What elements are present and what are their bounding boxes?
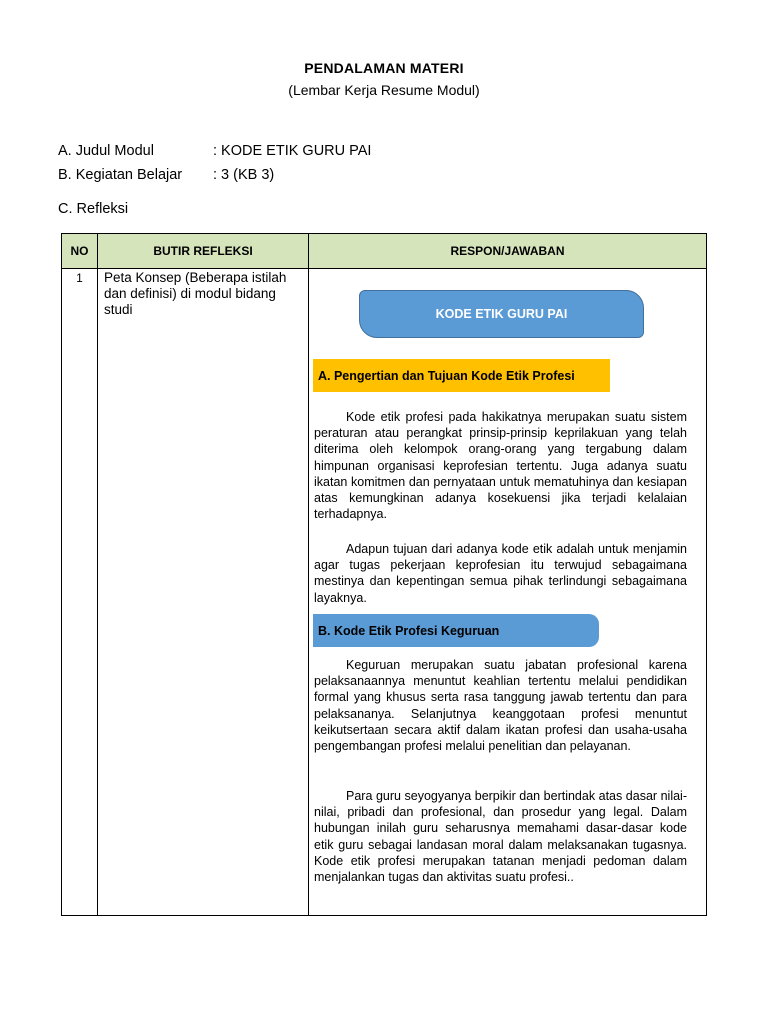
row-butir: Peta Konsep (Beberapa istilah dan definisi) di modul bidang studi (98, 269, 309, 916)
judul-value: : KODE ETIK GURU PAI (213, 143, 372, 159)
header-no: NO (62, 234, 98, 269)
kegiatan-label: B. Kegiatan Belajar (58, 167, 183, 183)
section-a-paragraph-1: Kode etik profesi pada hakikatnya merupakan suatu sistem peraturan atau perangkat prinsip-prinsip keprilakuan yang telah diterima oleh kelompok orang-orang yang tergabung dalam himpunan organisasi keprofesian tertentu. Juga adanya suatu ikatan komitmen dan pernyataan untuk mematuhinya dan kesiapan atas kemungkinan adanya kosekuensi jika terjadi kelalaian terhadapnya. (314, 410, 687, 522)
table-row (62, 269, 707, 916)
kegiatan-value: : 3 (KB 3) (213, 167, 275, 183)
header-butir-refleksi: BUTIR REFLEKSI (98, 234, 309, 269)
header-respon-jawaban: RESPON/JAWABAN (309, 234, 707, 269)
section-b-paragraph-2: Para guru seyogyanya berpikir dan bertindak atas dasar nilai-nilai, pribadi dan profesional, dan prosedur yang legal. Dalam hubungan inilah guru seharusnya memahami dasar-dasar kode etik guru sebagai landasan moral dalam melaksanakan tugasnya. Kode etik profesi merupakan tatanan menjadi pedoman dalam menjalankan tugas dan aktivitas suatu profesi.. (314, 789, 687, 885)
page-title: PENDALAMAN MATERI (304, 60, 464, 76)
row-number: 1 (62, 269, 98, 916)
table-header-row (62, 234, 707, 269)
row-response (309, 269, 707, 916)
section-a-heading: A. Pengertian dan Tujuan Kode Etik Profesi (313, 359, 610, 392)
reflection-table (61, 233, 707, 916)
section-a-paragraph-2: Adapun tujuan dari adanya kode etik adalah untuk menjamin agar tugas pekerjaan keprofesian itu terwujud sebagaimana mestinya dan kepentingan semua pihak terlindungi sebagaimana layaknya. (314, 542, 687, 605)
page-subtitle: (Lembar Kerja Resume Modul) (288, 82, 480, 98)
refleksi-label: C. Refleksi (58, 201, 129, 217)
section-b-heading: B. Kode Etik Profesi Keguruan (313, 614, 599, 647)
kode-etik-title-box: KODE ETIK GURU PAI (359, 290, 644, 338)
section-b-paragraph-1: Keguruan merupakan suatu jabatan profesional karena pelaksanaannya menuntut keahlian tertentu melalui pendidikan formal yang khusus serta rasa tanggung jawab tertentu dan para pelaksananya. Selanjutnya keanggotaan profesi menuntut keikutsertaan secara aktif dalam ikatan profesi dan usaha-usaha pengembangan profesi melalui penelitian dan pelayanan. (314, 658, 687, 754)
judul-label: A. Judul Modul (58, 143, 154, 159)
